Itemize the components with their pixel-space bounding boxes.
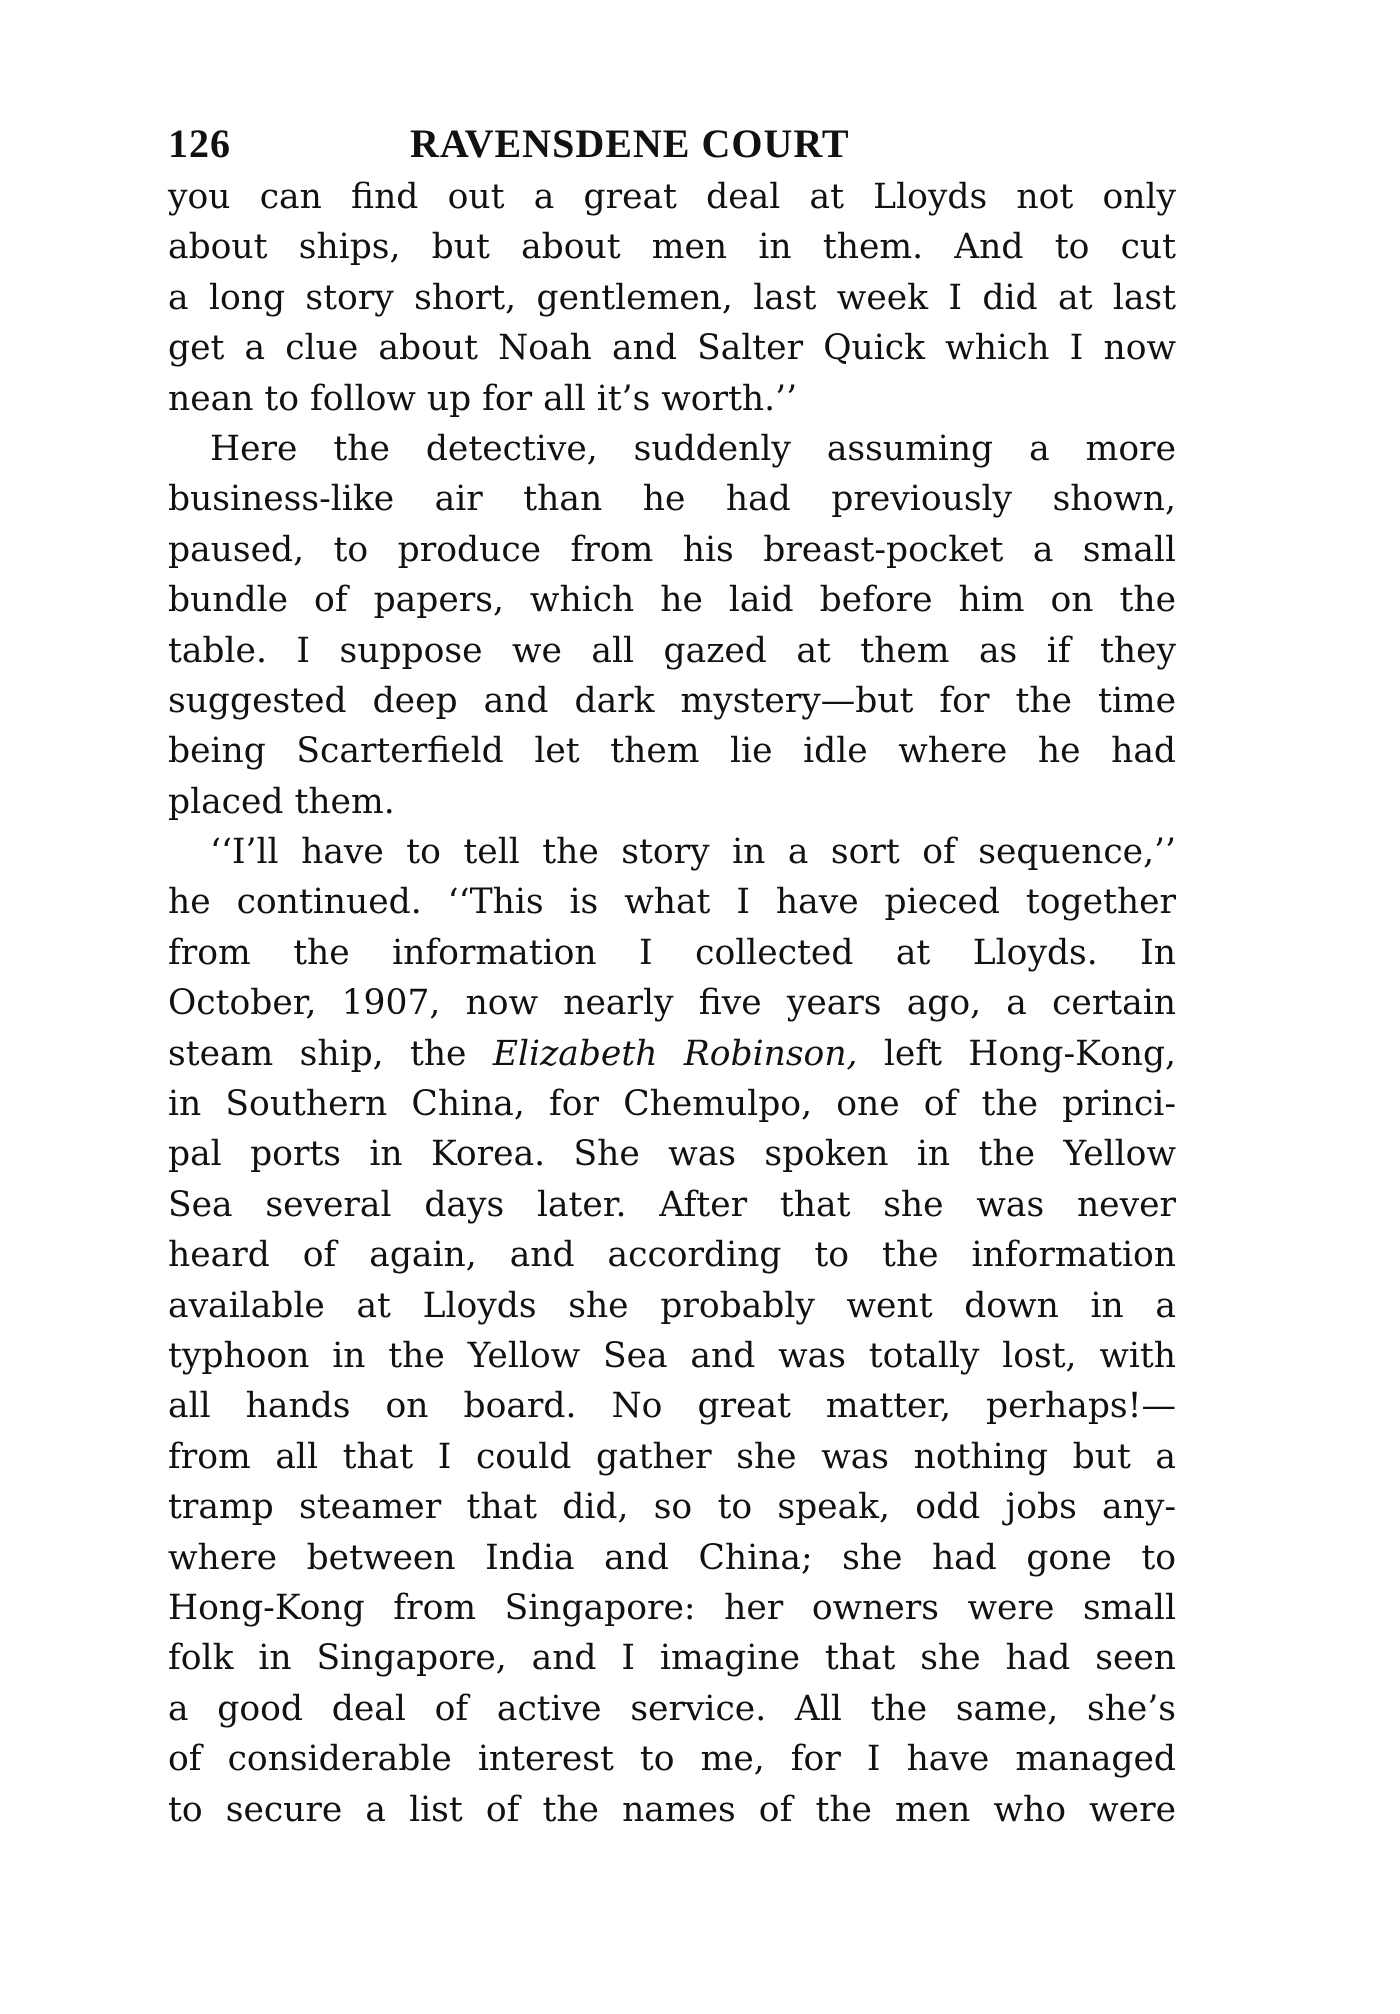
- page-number: 126: [168, 121, 231, 166]
- text-line: a good deal of active service. All the same, she’s: [168, 1688, 1176, 1729]
- text-line: paused, to produce from his breast-pocket a small: [168, 529, 1176, 570]
- text-line-italic-ship: [168, 1029, 1176, 1079]
- text-line: nean to follow up for all it’s worth.’’: [168, 378, 798, 419]
- text-line: being Scarterfield let them lie idle where he had: [168, 731, 1176, 772]
- book-title: RAVENSDENE COURT: [410, 121, 850, 166]
- text-segment: left Hong-Kong,: [857, 1033, 1177, 1074]
- text-segment: steam ship, the: [168, 1033, 493, 1074]
- text-line: tramp steamer that did, so to speak, odd jobs any-: [168, 1487, 1176, 1528]
- text-line: pal ports in Korea. She was spoken in the Yellow: [168, 1134, 1176, 1175]
- running-head: [168, 112, 1176, 172]
- text-line: business-like air than he had previously shown,: [168, 479, 1176, 520]
- text-line: Hong-Kong from Singapore: her owners were small: [168, 1587, 1176, 1628]
- text-line: you can find out a great deal at Lloyds not only: [168, 177, 1176, 217]
- text-line: from all that I could gather she was nothing but a: [168, 1436, 1176, 1477]
- ship-name: Elizabeth Robinson,: [492, 1033, 858, 1074]
- text-line: in Southern China, for Chemulpo, one of the princi-: [168, 1084, 1176, 1125]
- text-line: table. I suppose we all gazed at them as if they: [168, 630, 1176, 671]
- text-line: of considerable interest to me, for I have managed: [168, 1739, 1176, 1780]
- text-line: October, 1907, now nearly five years ago, a certain: [168, 983, 1176, 1024]
- text-line: Sea several days later. After that she was never: [168, 1184, 1176, 1225]
- body-text: [168, 172, 1176, 1835]
- text-line: about ships, but about men in them. And to cut: [168, 227, 1176, 268]
- text-line: he continued. ‘‘This is what I have pieced together: [168, 882, 1176, 923]
- text-line: placed them.: [168, 781, 395, 822]
- text-line: a long story short, gentlemen, last week I did at last: [168, 277, 1176, 318]
- text-line: to secure a list of the names of the men who were: [168, 1789, 1176, 1830]
- text-line: available at Lloyds she probably went down in a: [168, 1285, 1176, 1326]
- text-line: get a clue about Noah and Salter Quick which I now: [168, 328, 1176, 369]
- text-line: Here the detective, suddenly assuming a more: [210, 428, 1176, 469]
- text-line: bundle of papers, which he laid before him on the: [168, 580, 1176, 621]
- book-page: [168, 112, 1176, 1835]
- text-line: all hands on board. No great matter, perhaps!—: [168, 1386, 1176, 1427]
- text-line: folk in Singapore, and I imagine that she had seen: [168, 1638, 1176, 1679]
- text-line: suggested deep and dark mystery—but for the time: [168, 680, 1176, 721]
- text-line: from the information I collected at Lloyds. In: [168, 932, 1176, 973]
- text-line: heard of again, and according to the information: [168, 1235, 1176, 1276]
- text-line: ‘‘I’ll have to tell the story in a sort of sequence,’’: [210, 832, 1176, 873]
- text-line: typhoon in the Yellow Sea and was totally lost, with: [168, 1335, 1176, 1376]
- text-line: where between India and China; she had gone to: [168, 1537, 1176, 1578]
